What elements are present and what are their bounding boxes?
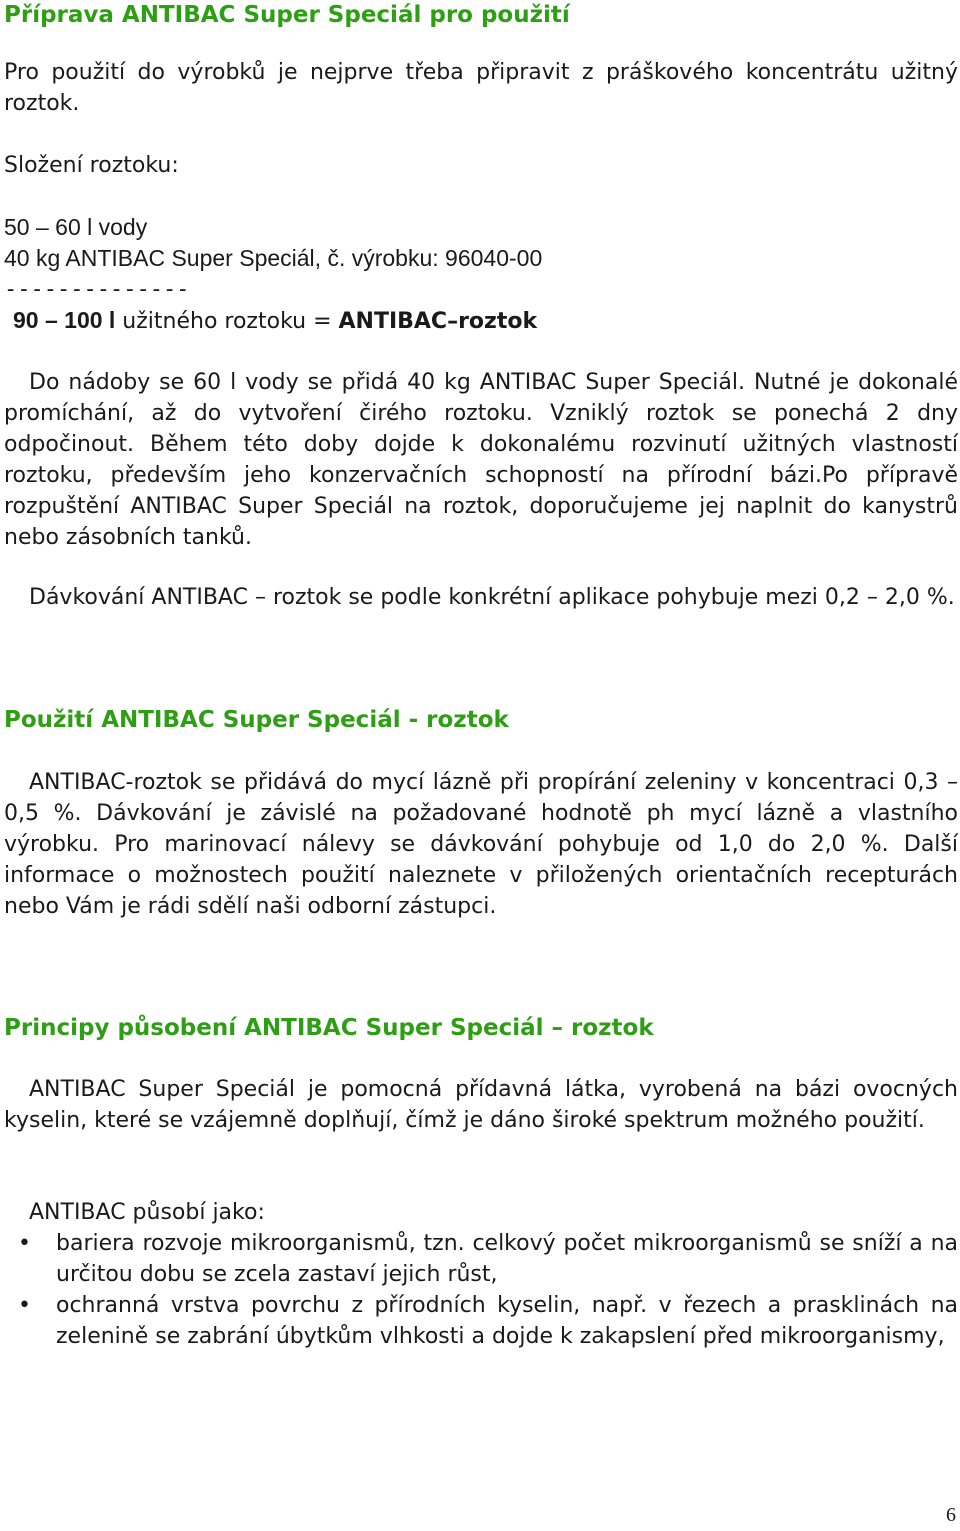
composition-label: Složení roztoku: bbox=[4, 153, 179, 178]
heading-preparation: Příprava ANTIBAC Super Speciál pro použití bbox=[4, 2, 570, 28]
principles-paragraph: ANTIBAC Super Speciál je pomocná přídavná látka, vyrobená na bázi ovocných kyselin, které se vzájemně doplňují, čímž je dáno široké spektrum možného použití. bbox=[4, 1077, 958, 1133]
list-item bbox=[4, 1228, 958, 1290]
bullet-icon: • bbox=[18, 1293, 31, 1318]
heading-usage: Použití ANTIBAC Super Speciál - roztok bbox=[4, 707, 509, 733]
composition-separator: -------------- bbox=[4, 277, 190, 302]
page-number: 6 bbox=[946, 1504, 956, 1526]
dosage-paragraph: Dávkování ANTIBAC – roztok se podle konkrétní aplikace pohybuje mezi 0,2 – 2,0 %. bbox=[29, 585, 955, 610]
usage-paragraph: ANTIBAC-roztok se přidává do mycí lázně při propírání zeleniny v koncentraci 0,3 – 0,5 %. Dávkování je závislé na požadované hodnotě ph mycí lázně a vlastního výrobku. Pro marinovací nálevy se dávkování pohybuje od 1,0 do 2,0 %. Další informace o možnostech použití naleznete v přiložených orientačních recepturách nebo Vám je rádi sdělí naši odborní zástupci. bbox=[4, 770, 958, 919]
heading-principles: Principy působení ANTIBAC Super Speciál – roztok bbox=[4, 1015, 654, 1041]
result-volume: 90 – 100 l bbox=[13, 307, 116, 333]
preparation-paragraph: Do nádoby se 60 l vody se přidá 40 kg ANTIBAC Super Speciál. Nutné je dokonalé promíchání, až do vytvoření čirého roztoku. Vzniklý roztok se ponechá 2 dny odpočinout. Během této doby dojde k dokonalému rozvinutí užitných vlastností roztoku, především jeho konzervačních schopností na přírodní bázi.Po přípravě rozpuštění ANTIBAC Super Speciál na roztok, doporučujeme jej naplnit do kanystrů nebo zásobních tanků. bbox=[4, 370, 958, 550]
composition-result bbox=[13, 305, 960, 337]
bullet-icon: • bbox=[18, 1231, 31, 1256]
composition-product: 40 kg ANTIBAC Super Speciál, č. výrobku: 96040-00 bbox=[4, 245, 543, 271]
list-item-text: bariera rozvoje mikroorganismů, tzn. celkový počet mikroorganismů se sníží a na určitou dobu se zcela zastaví jejich růst, bbox=[56, 1231, 958, 1287]
composition-water: 50 – 60 l vody bbox=[4, 214, 148, 240]
acts-as-label: ANTIBAC působí jako: bbox=[29, 1200, 265, 1225]
acts-as-list bbox=[4, 1228, 958, 1352]
intro-paragraph: Pro použití do výrobků je nejprve třeba připravit z práškového koncentrátu užitný roztok. bbox=[4, 60, 958, 116]
result-name: ANTIBAC–roztok bbox=[338, 309, 538, 334]
list-item-text: ochranná vrstva povrchu z přírodních kyselin, např. v řezech a prasklinách na zelenině se zabrání úbytkům vlhkosti a dojde k zakapslení před mikroorganismy, bbox=[56, 1293, 958, 1349]
list-item bbox=[4, 1290, 958, 1352]
result-text: užitného roztoku = bbox=[115, 309, 339, 334]
